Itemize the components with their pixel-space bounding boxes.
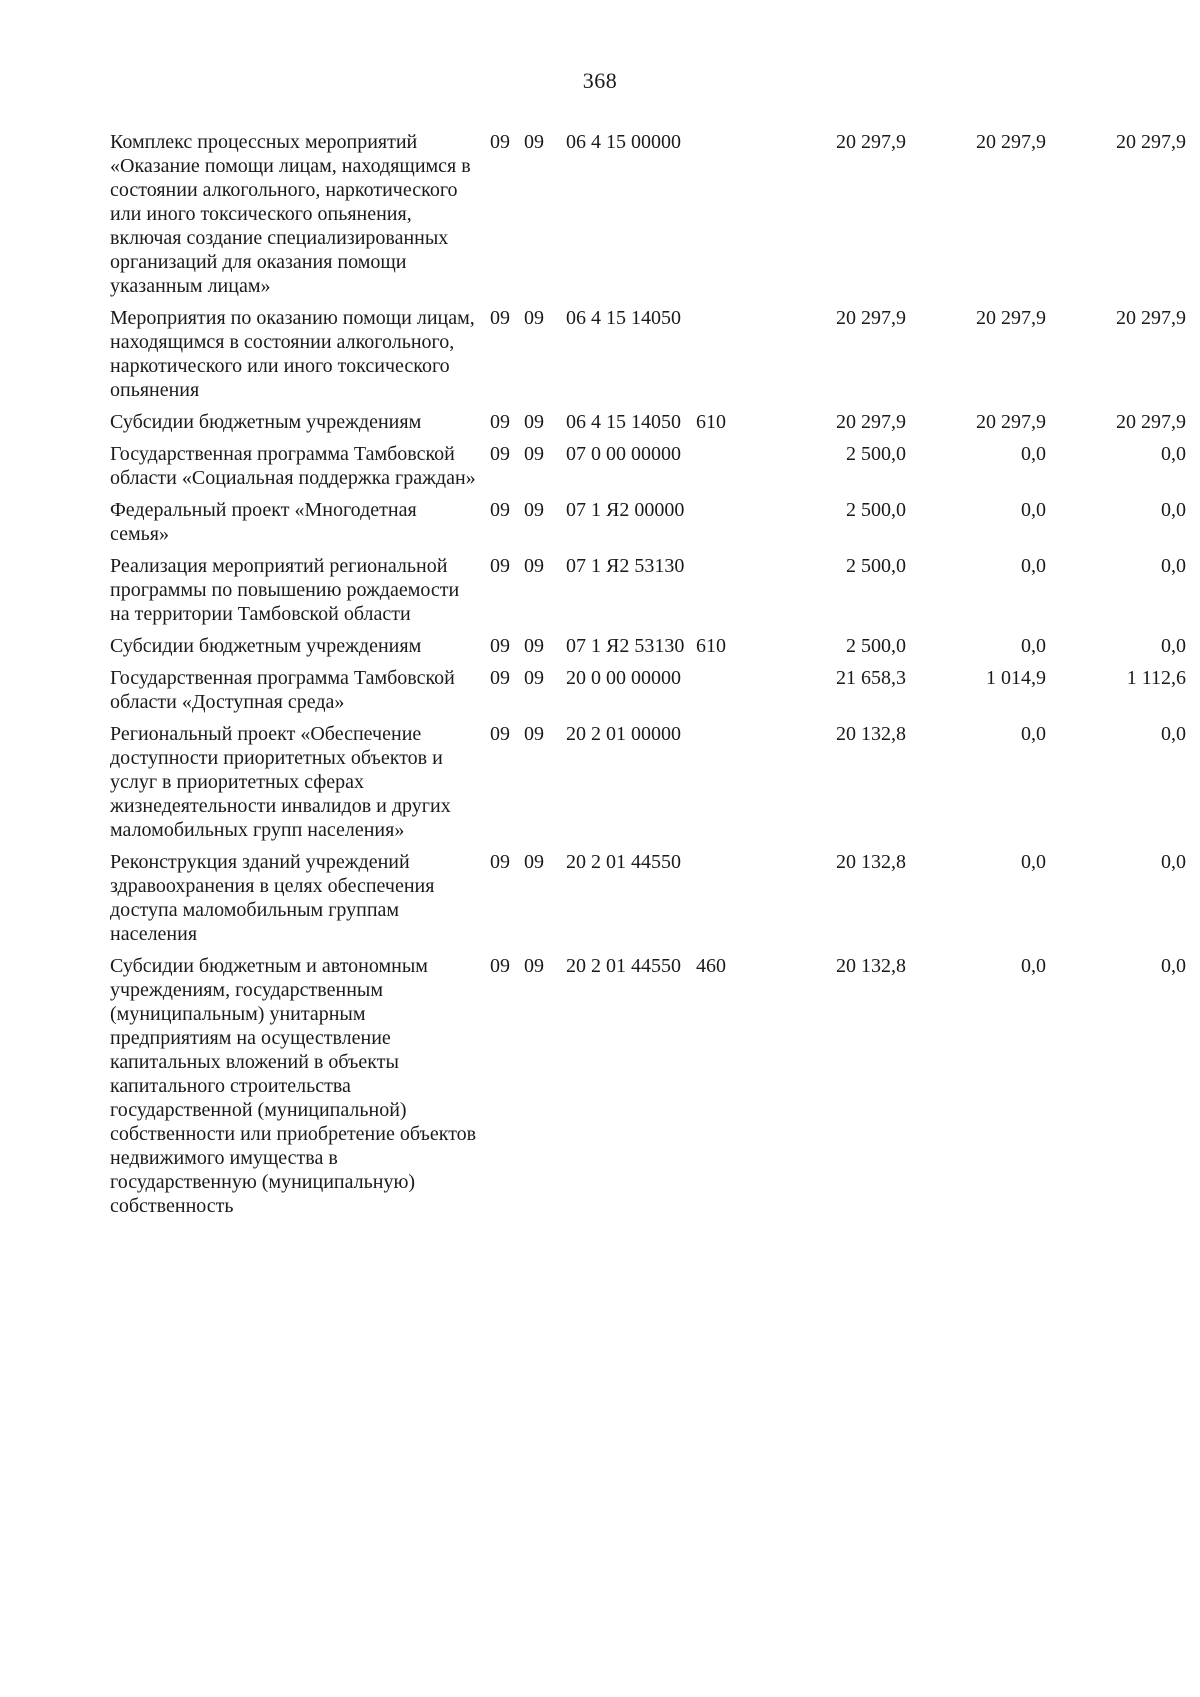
row-target-article-code: 07 0 00 00000	[566, 443, 681, 465]
row-amount-3: 1 112,6	[1126, 667, 1186, 689]
row-name: Субсидии бюджетным и автономным учреждениям, государственным (муниципальным) унитарным предприятиям на осуществление капитальных вложений в объекты капитального строительства государственной (муниципальной) собственности или приобретение объектов недвижимого имущества в государственную (муниципальную) собственность	[110, 955, 477, 1217]
row-subsection-code: 09	[524, 131, 544, 153]
row-target-article-code: 06 4 15 00000	[566, 131, 681, 153]
table-row	[110, 634, 1190, 658]
row-section-code: 09	[490, 443, 510, 465]
row-amount-1: 2 500,0	[846, 443, 906, 465]
row-amount-2: 0,0	[1021, 499, 1046, 521]
row-name: Региональный проект «Обеспечение доступности приоритетных объектов и услуг в приоритетных сферах жизнедеятельности инвалидов и других маломобильных групп населения»	[110, 723, 451, 841]
row-amount-2: 20 297,9	[976, 131, 1046, 153]
row-amount-1: 20 132,8	[836, 723, 906, 745]
row-target-article-code: 07 1 Я2 53130	[566, 635, 685, 657]
row-name: Федеральный проект «Многодетная семья»	[110, 499, 417, 545]
row-subsection-code: 09	[524, 411, 544, 433]
row-subsection-code: 09	[524, 955, 544, 977]
table-row	[110, 410, 1190, 434]
row-name: Реконструкция зданий учреждений здравоохранения в целях обеспечения доступа маломобильным группам населения	[110, 851, 435, 945]
row-expense-type-code: 610	[696, 411, 726, 433]
row-amount-1: 2 500,0	[846, 555, 906, 577]
row-amount-1: 20 297,9	[836, 131, 906, 153]
row-amount-3: 0,0	[1161, 635, 1186, 657]
row-target-article-code: 07 1 Я2 53130	[566, 555, 685, 577]
row-target-article-code: 20 2 01 44550	[566, 955, 681, 977]
row-name: Реализация мероприятий региональной программы по повышению рождаемости на территории Тамбовской области	[110, 555, 460, 625]
row-amount-1: 20 297,9	[836, 307, 906, 329]
row-subsection-code: 09	[524, 443, 544, 465]
row-amount-2: 0,0	[1021, 555, 1046, 577]
row-target-article-code: 20 0 00 00000	[566, 667, 681, 689]
row-amount-2: 0,0	[1021, 955, 1046, 977]
table-row	[110, 306, 1190, 402]
row-section-code: 09	[490, 851, 510, 873]
row-expense-type-code: 460	[696, 955, 726, 977]
row-section-code: 09	[490, 131, 510, 153]
row-amount-1: 20 132,8	[836, 955, 906, 977]
row-subsection-code: 09	[524, 723, 544, 745]
table-row	[110, 954, 1190, 1218]
row-target-article-code: 07 1 Я2 00000	[566, 499, 685, 521]
row-name: Мероприятия по оказанию помощи лицам, находящимся в состоянии алкогольного, наркотического или иного токсического опьянения	[110, 307, 475, 401]
row-amount-2: 1 014,9	[986, 667, 1046, 689]
row-subsection-code: 09	[524, 635, 544, 657]
table-row	[110, 130, 1190, 298]
page-number: 368	[582, 68, 618, 93]
row-amount-1: 2 500,0	[846, 635, 906, 657]
row-subsection-code: 09	[524, 307, 544, 329]
budget-table	[110, 130, 1190, 1226]
row-amount-3: 0,0	[1161, 851, 1186, 873]
row-amount-3: 20 297,9	[1116, 307, 1186, 329]
row-name: Субсидии бюджетным учреждениям	[110, 635, 422, 657]
row-target-article-code: 06 4 15 14050	[566, 411, 681, 433]
row-section-code: 09	[490, 499, 510, 521]
row-section-code: 09	[490, 723, 510, 745]
row-section-code: 09	[490, 635, 510, 657]
table-row	[110, 554, 1190, 626]
row-section-code: 09	[490, 307, 510, 329]
row-subsection-code: 09	[524, 851, 544, 873]
row-target-article-code: 06 4 15 14050	[566, 307, 681, 329]
row-subsection-code: 09	[524, 499, 544, 521]
row-amount-3: 0,0	[1161, 499, 1186, 521]
table-row	[110, 666, 1190, 714]
row-section-code: 09	[490, 555, 510, 577]
table-row	[110, 498, 1190, 546]
table-row	[110, 850, 1190, 946]
table-row	[110, 722, 1190, 842]
row-name: Государственная программа Тамбовской области «Социальная поддержка граждан»	[110, 443, 476, 489]
row-name: Государственная программа Тамбовской области «Доступная среда»	[110, 667, 455, 713]
row-amount-2: 0,0	[1021, 635, 1046, 657]
row-amount-1: 21 658,3	[836, 667, 906, 689]
row-target-article-code: 20 2 01 44550	[566, 851, 681, 873]
row-amount-3: 0,0	[1161, 955, 1186, 977]
row-amount-2: 20 297,9	[976, 411, 1046, 433]
row-section-code: 09	[490, 667, 510, 689]
row-amount-3: 20 297,9	[1116, 131, 1186, 153]
row-amount-3: 0,0	[1161, 443, 1186, 465]
row-expense-type-code: 610	[696, 635, 726, 657]
row-amount-1: 20 297,9	[836, 411, 906, 433]
row-name: Субсидии бюджетным учреждениям	[110, 411, 422, 433]
row-amount-2: 0,0	[1021, 723, 1046, 745]
row-amount-2: 0,0	[1021, 851, 1046, 873]
row-amount-2: 20 297,9	[976, 307, 1046, 329]
row-subsection-code: 09	[524, 555, 544, 577]
row-target-article-code: 20 2 01 00000	[566, 723, 681, 745]
row-subsection-code: 09	[524, 667, 544, 689]
row-amount-3: 20 297,9	[1116, 411, 1186, 433]
row-section-code: 09	[490, 955, 510, 977]
row-amount-1: 2 500,0	[846, 499, 906, 521]
table-row	[110, 442, 1190, 490]
row-amount-2: 0,0	[1021, 443, 1046, 465]
row-amount-3: 0,0	[1161, 723, 1186, 745]
row-section-code: 09	[490, 411, 510, 433]
row-name: Комплекс процессных мероприятий «Оказание помощи лицам, находящимся в состоянии алкогольного, наркотического или иного токсического опьянения, включая создание специализированных организаций для оказания помощи указанным лицам»	[110, 131, 471, 297]
row-amount-3: 0,0	[1161, 555, 1186, 577]
row-amount-1: 20 132,8	[836, 851, 906, 873]
